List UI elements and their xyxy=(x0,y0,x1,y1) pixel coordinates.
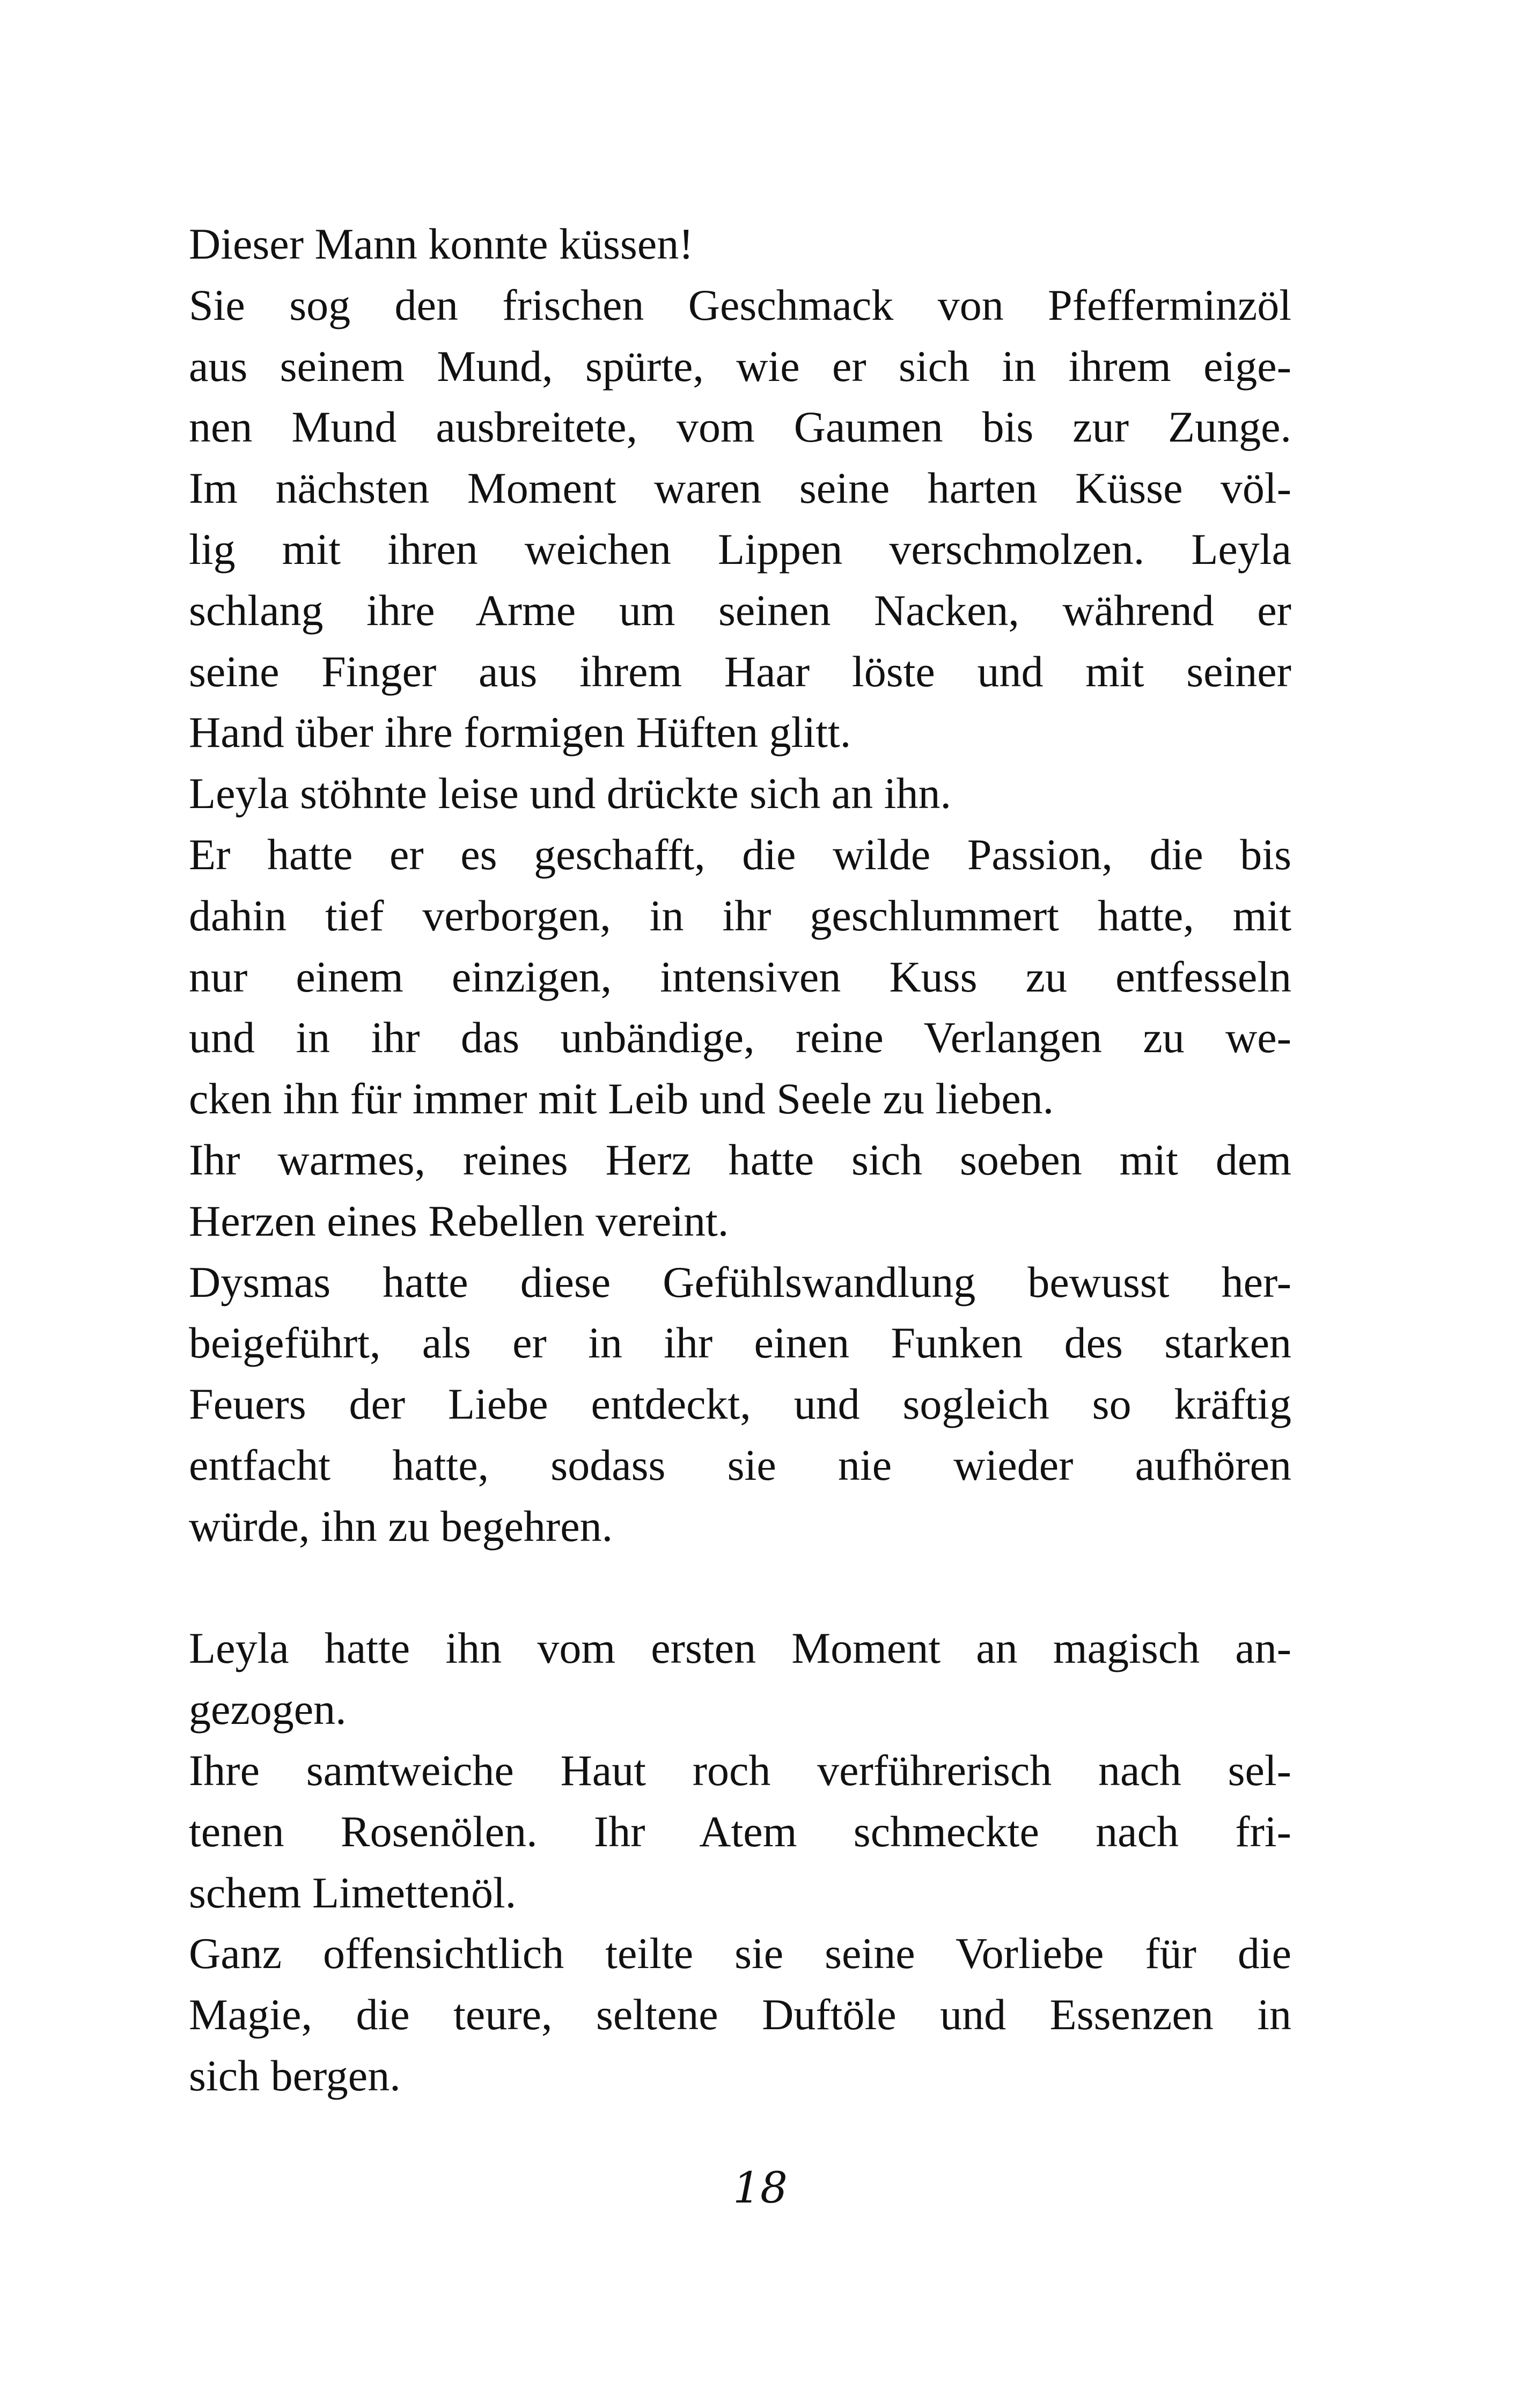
text-line: dahin tief verborgen, in ihr geschlummert hatte, mit xyxy=(189,891,1291,940)
text-line: Dieser Mann konnte küssen! xyxy=(189,219,694,268)
text-line: Im nächsten Moment waren seine harten Küsse völ- xyxy=(189,464,1291,513)
text-line: würde, ihn zu begehren. xyxy=(189,1501,613,1551)
text-line: Sie sog den frischen Geschmack von Pfefferminzöl xyxy=(189,280,1291,329)
paragraph-break xyxy=(189,1557,1291,1618)
text-line: Ganz offensichtlich teilte sie seine Vorliebe für die xyxy=(189,1929,1291,1978)
text-line: cken ihn für immer mit Leib und Seele zu lieben. xyxy=(189,1074,1054,1124)
text-line: Leyla stöhnte leise und drückte sich an ihn. xyxy=(189,769,951,818)
text-line: Ihre samtweiche Haut roch verführerisch nach sel- xyxy=(189,1745,1291,1795)
text-line: Herzen eines Rebellen vereint. xyxy=(189,1196,729,1245)
text-line: beigeführt, als er in ihr einen Funken des starken xyxy=(189,1318,1291,1368)
text-line: nur einem einzigen, intensiven Kuss zu entfesseln xyxy=(189,952,1291,1001)
text-line: gezogen. xyxy=(189,1685,347,1734)
text-line: entfacht hatte, sodass sie nie wieder aufhören xyxy=(189,1440,1291,1489)
text-line: schlang ihre Arme um seinen Nacken, während er xyxy=(189,585,1291,635)
text-line: Dysmas hatte diese Gefühlswandlung bewusst her- xyxy=(189,1257,1291,1306)
text-line: seine Finger aus ihrem Haar löste und mit seiner xyxy=(189,647,1291,696)
text-line: Ihr warmes, reines Herz hatte sich soeben mit dem xyxy=(189,1135,1291,1184)
text-line: aus seinem Mund, spürte, wie er sich in ihrem eige- xyxy=(189,341,1291,391)
text-line: lig mit ihren weichen Lippen verschmolzen. Leyla xyxy=(189,524,1291,574)
text-line: Feuers der Liebe entdeckt, und sogleich so kräftig xyxy=(189,1379,1291,1429)
text-line: tenen Rosenölen. Ihr Atem schmeckte nach fri- xyxy=(189,1807,1291,1856)
page-number: 18 xyxy=(733,2163,788,2213)
text-line: Er hatte er es geschafft, die wilde Passion, die bis xyxy=(189,829,1291,879)
text-line: und in ihr das unbändige, reine Verlangen zu we- xyxy=(189,1013,1291,1062)
text-line: Magie, die teure, seltene Duftöle und Essenzen in xyxy=(189,1990,1291,2039)
text-line: Leyla hatte ihn vom ersten Moment an magisch an- xyxy=(189,1624,1291,1673)
body-text xyxy=(189,214,1291,2106)
text-line: nen Mund ausbreitete, vom Gaumen bis zur Zunge. xyxy=(189,402,1291,452)
text-line: schem Limettenöl. xyxy=(189,1868,517,1917)
text-line: Hand über ihre formigen Hüften glitt. xyxy=(189,708,851,757)
text-line: sich bergen. xyxy=(189,2051,401,2100)
